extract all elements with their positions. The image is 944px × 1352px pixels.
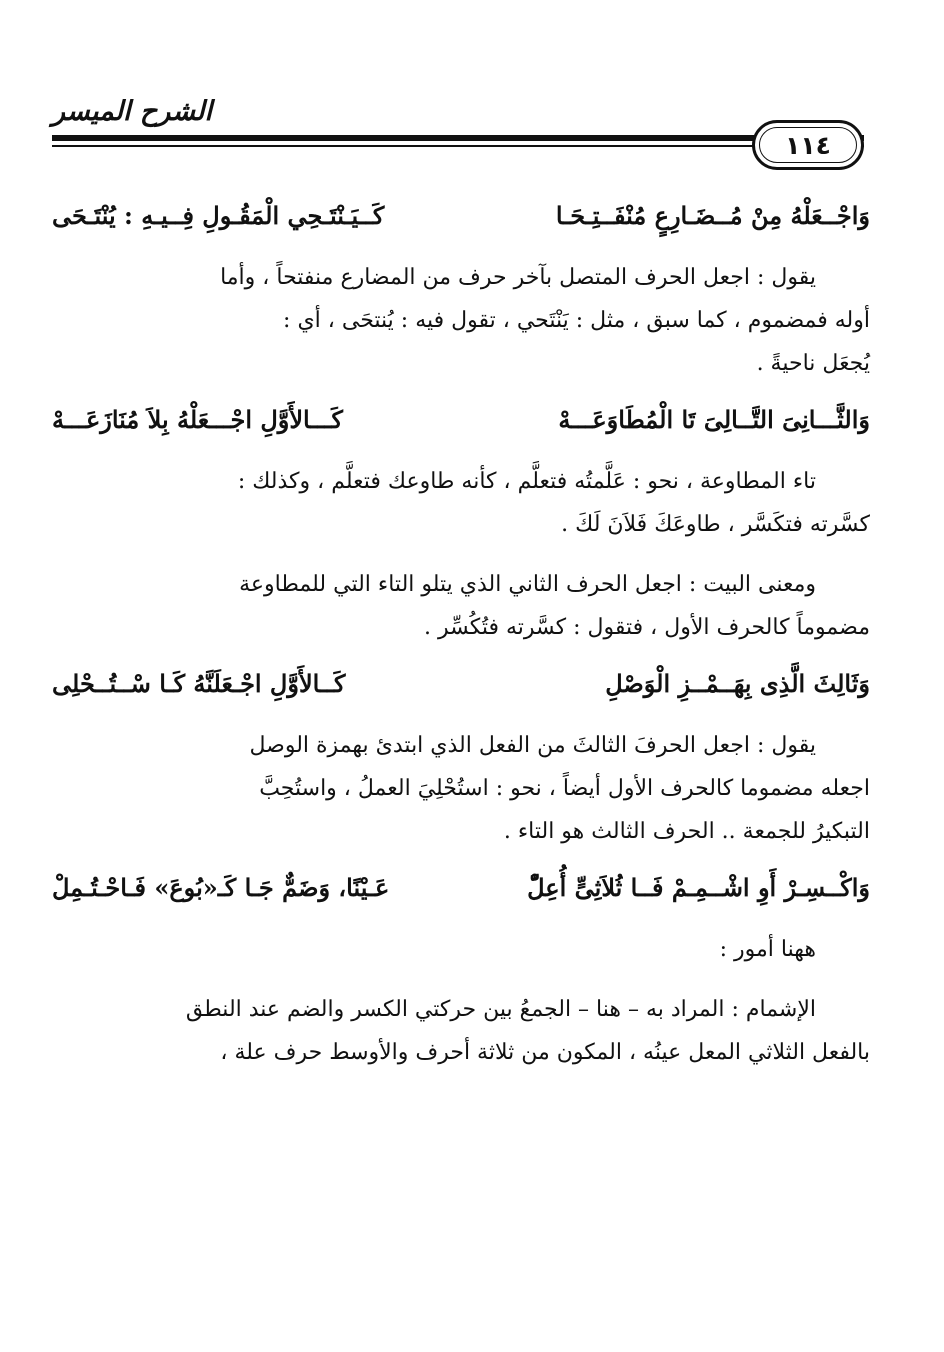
verse-second-hemistich: كَــالأَوَّلِ اجْـعَلَنَّهُ كَـا سْــتُــحْلِى [52,669,346,698]
page-content [52,198,870,1091]
page-number: ١١٤ [785,130,831,160]
verse-first-hemistich: وَالثَّـــانِىَ التَّــالِىَ تَا الْمُطَاوَعَـــهْ [558,405,870,434]
verse-second-hemistich: كَــيَـنْتَـحِي الْمَقُـولِ فِــيـهِ : يُنْتَـحَى [52,201,385,230]
paragraph-line: الإشمام : المراد به – هنا – الجمعُ بين حركتي الكسر والضم عند النطق [185,997,816,1022]
verse-line [52,666,870,702]
paragraph-line: مضموماً كالحرف الأول ، فتقول : كسَّرته فتُكُسِّر . [423,615,870,640]
paragraph-line: ههنا أمور : [719,937,816,962]
paragraph-line: كسَّرته فتكَسَّر ، طاوعَكَ فَلاَنَ لَكَ . [561,512,870,537]
commentary-paragraph [52,563,870,649]
paragraph-line: أوله فمضموم ، كما سبق ، مثل : يَنْتَحي ، تقول فيه : يُنتحَى ، أي : [283,308,870,333]
paragraph-line: يقول : اجعل الحرفَ الثالثَ من الفعل الذي ابتدئ بهمزة الوصل [249,733,816,758]
paragraph-line: اجعله مضموما كالحرف الأول أيضاً ، نحو : استُحْلِيَ العملُ ، واستُحِبَّ [259,776,870,801]
paragraph-line: التبكيرُ للجمعة .. الحرف الثالث هو التاء . [503,819,870,844]
verse-second-hemistich: عَـيْنًا، وَضَمٌّ جَـا كَـ«بُوعَ» فَـاحْـتُـمِلْ [52,873,390,902]
verse-line [52,870,870,906]
commentary-paragraph [52,460,870,546]
commentary-paragraph [52,256,870,385]
verse-first-hemistich: وَثَالِثَ الَّذِى بِهَــمْــزِ الْوَصْلِ [605,669,870,698]
paragraph-line: يقول : اجعل الحرف المتصل بآخر حرف من المضارع منفتحاً ، وأما [220,265,816,290]
paragraph-line: بالفعل الثلاثي المعل عينُه ، المكون من ثلاثة أحرف والأوسط حرف علة ، [220,1040,870,1065]
verse-line [52,402,870,438]
commentary-paragraph [52,988,870,1074]
book-title: الشرح الميسر [52,96,213,127]
verse-first-hemistich: وَاجْــعَلْهُ مِنْ مُــضَـارِعٍ مُنْفَــتِـحَـا [555,201,870,230]
header-rule-thin [52,145,864,147]
verse-line [52,198,870,234]
verse-second-hemistich: كَـــالأَوَّلِ اجْـــعَلْهُ بِلاَ مُنَازَعَـــهْ [52,405,343,434]
header-rule-thick [52,135,864,141]
verse-first-hemistich: وَاكْــسِـرْ أَوِ اشْــمِـمْ فَــا ثُلاَثِىٍّ أُعِلّْ [527,873,870,902]
paragraph-line: ومعنى البيت : اجعل الحرف الثاني الذي يتلو التاء التي للمطاوعة [239,572,816,597]
commentary-paragraph [52,928,870,971]
paragraph-line: تاء المطاوعة ، نحو : عَلَّمتُه فتعلَّم ، كأنه طاوعك فتعلَّم ، وكذلك : [237,469,816,494]
paragraph-line: يُجعَل ناحيةً . [756,351,870,376]
page-number-badge [752,120,864,170]
commentary-paragraph [52,724,870,853]
